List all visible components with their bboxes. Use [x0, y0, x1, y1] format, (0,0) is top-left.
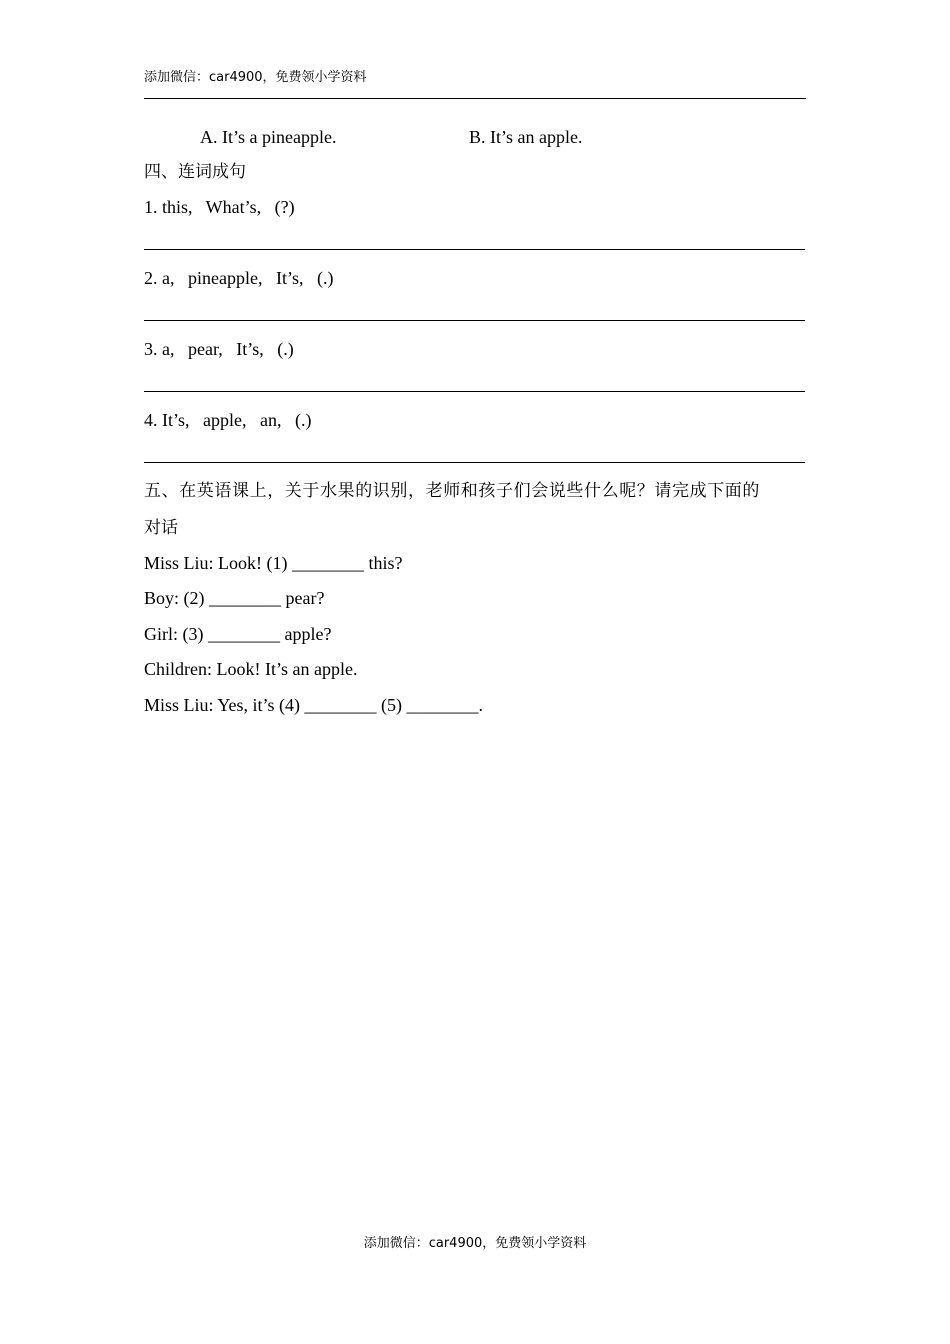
page-header-text: 添加微信：car4900，免费领小学资料	[144, 70, 367, 85]
page-footer-text: 添加微信：car4900，免费领小学资料	[363, 1236, 587, 1251]
sentence-item-1: 1. this, What’s, (?)	[144, 197, 295, 217]
answer-line-1	[144, 249, 805, 250]
sentence-item-2: 2. a, pineapple, It’s, (.)	[144, 268, 334, 288]
section-5-title-line-2: 对话	[144, 518, 178, 538]
answer-line-3	[144, 391, 805, 392]
option-a: A. It’s a pineapple.	[200, 127, 337, 147]
dialogue-line-1: Miss Liu: Look! (1) ________ this?	[144, 553, 403, 573]
dialogue-line-3: Girl: (3) ________ apple?	[144, 624, 332, 644]
dialogue-line-5: Miss Liu: Yes, it’s (4) ________ (5) ________.	[144, 695, 484, 715]
dialogue-line-4: Children: Look! It’s an apple.	[144, 659, 358, 679]
option-b: B. It’s an apple.	[469, 127, 583, 147]
dialogue-line-2: Boy: (2) ________ pear?	[144, 588, 325, 608]
section-4-title: 四、连词成句	[144, 162, 246, 182]
section-5-title-line-1: 五、在英语课上，关于水果的识别，老师和孩子们会说些什么呢？请完成下面的	[144, 481, 760, 501]
header-divider	[144, 98, 806, 99]
answer-line-4	[144, 462, 805, 463]
answer-line-2	[144, 320, 805, 321]
sentence-item-4: 4. It’s, apple, an, (.)	[144, 410, 312, 430]
sentence-item-3: 3. a, pear, It’s, (.)	[144, 339, 294, 359]
